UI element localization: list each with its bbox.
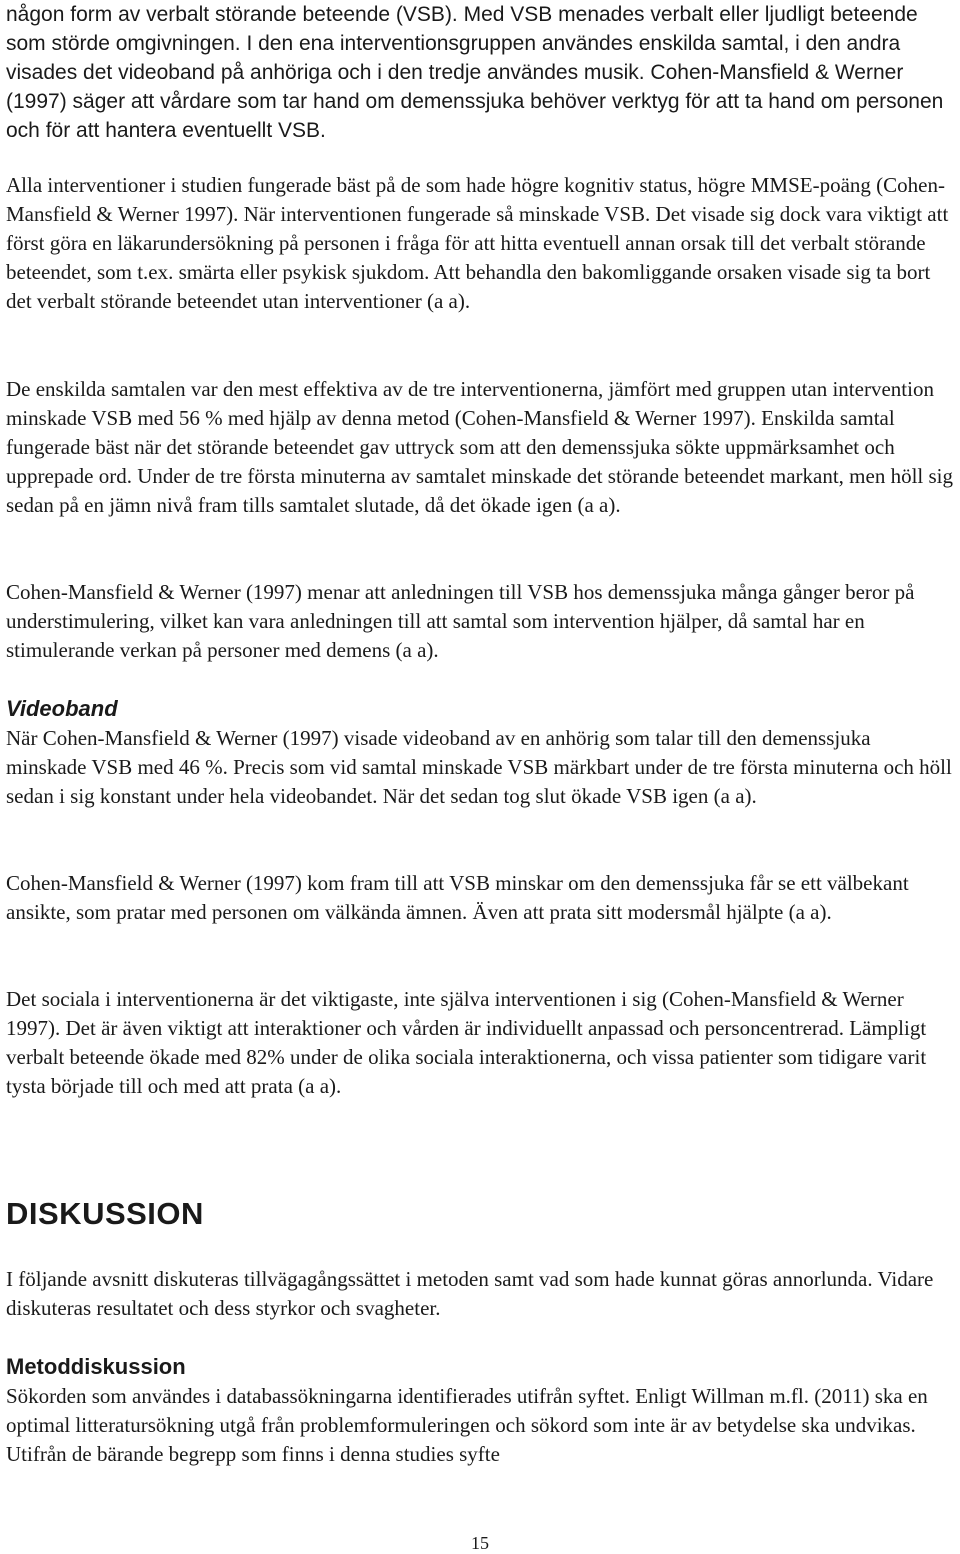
paragraph-text: I följande avsnitt diskuteras tillvägagångssättet i metoden samt vad som hade kunnat göras annorlunda. Vidare diskuteras resultatet och dess styrkor och svagheter. bbox=[6, 1267, 934, 1320]
paragraph-videoband-results bbox=[6, 724, 956, 811]
paragraph-text: Det sociala i interventionerna är det viktigaste, inte själva interventionen i sig (Cohen-Mansfield & Werner 1997). Det är även viktigt att interaktioner och vården är individuellt anpassad och personcentrerad. Lämpligt verbalt beteende ökade med 82% under de olika sociala interaktionerna, och vissa patienter som tidigare varit tysta började till och med att prata (a a). bbox=[6, 987, 927, 1098]
paragraph-individual-conversations bbox=[6, 375, 956, 520]
paragraph-interventions-cognitive-status bbox=[6, 171, 956, 316]
paragraph-text: Alla interventioner i studien fungerade bäst på de som hade högre kognitiv status, högre MMSE-poäng (Cohen-Mansfield & Werner 1997). När interventionen fungerade så minskade VSB. Det visade sig dock vara viktigt att först göra en läkarundersökning på personen i fråga för att hitta eventuell annan orsak till det verbalt störande beteendet, som t.ex. smärta eller psykisk sjukdom. Att behandla den bakomliggande orsaken visade sig ta bort det verbalt störande beteendet utan interventioner (a a). bbox=[6, 173, 949, 313]
paragraph-familiar-face bbox=[6, 869, 956, 927]
paragraph-understimulation bbox=[6, 578, 956, 665]
subheading-videoband: Videoband bbox=[6, 696, 118, 721]
paragraph-search-terms bbox=[6, 1382, 956, 1469]
paragraph-text: När Cohen-Mansfield & Werner (1997) visade videoband av en anhörig som talar till den demenssjuka minskade VSB med 46 %. Precis som vid samtal minskade VSB märkbart under de tre första minuterna och höll sedan i sig konstant under hela videobandet. När det sedan tog slut ökade VSB igen (a a). bbox=[6, 726, 952, 808]
section-heading-diskussion: DISKUSSION bbox=[6, 1196, 204, 1231]
paragraph-text: Sökorden som användes i databassökningarna identifierades utifrån syftet. Enligt Willman m.fl. (2011) ska en optimal litteratursökning utgå från problemformuleringen och sökord som inte är av betydelse ska undvikas. Utifrån de bärande begrepp som finns i denna studies syfte bbox=[6, 1384, 928, 1466]
paragraph-text: De enskilda samtalen var den mest effektiva av de tre interventionerna, jämfört med gruppen utan intervention minskade VSB med 56 % med hjälp av denna metod (Cohen-Mansfield & Werner 1997). Enskilda samtal fungerade bäst när det störande beteendet gav uttryck som att den demenssjuka sökte uppmärksamhet och upprepade ord. Under de tre första minuterna av samtalet minskade det störande beteendet markant, men höll sig sedan på en jämn nivå fram tills samtalet slutade, då det ökade igen (a a). bbox=[6, 377, 954, 517]
page-number: 15 bbox=[471, 1533, 489, 1553]
subheading-metoddiskussion: Metoddiskussion bbox=[6, 1354, 186, 1379]
paragraph-vsb-definition bbox=[6, 0, 956, 145]
paragraph-text: Cohen-Mansfield & Werner (1997) menar att anledningen till VSB hos demenssjuka många gånger beror på understimulering, vilket kan vara anledningen till att samtal som intervention hjälper, då samtal har en stimulerande verkan på personer med demens (a a). bbox=[6, 580, 915, 662]
paragraph-social-aspect bbox=[6, 985, 956, 1101]
paragraph-text: Cohen-Mansfield & Werner (1997) kom fram till att VSB minskar om den demenssjuka får se ett välbekant ansikte, som pratar med personen om välkända ämnen. Även att prata sitt modersmål hjälpte (a a). bbox=[6, 871, 909, 924]
paragraph-text: någon form av verbalt störande beteende (VSB). Med VSB menades verbalt eller ljudligt beteende som störde omgivningen. I den ena interventionsgruppen användes enskilda samtal, i den andra visades det videoband på anhöriga och i den tredje användes musik. Cohen-Mansfield & Werner (1997) säger att vårdare som tar hand om demenssjuka behöver verktyg för att ta hand om personen och för att hantera eventuellt VSB. bbox=[6, 3, 944, 142]
paragraph-diskussion-intro bbox=[6, 1265, 956, 1323]
